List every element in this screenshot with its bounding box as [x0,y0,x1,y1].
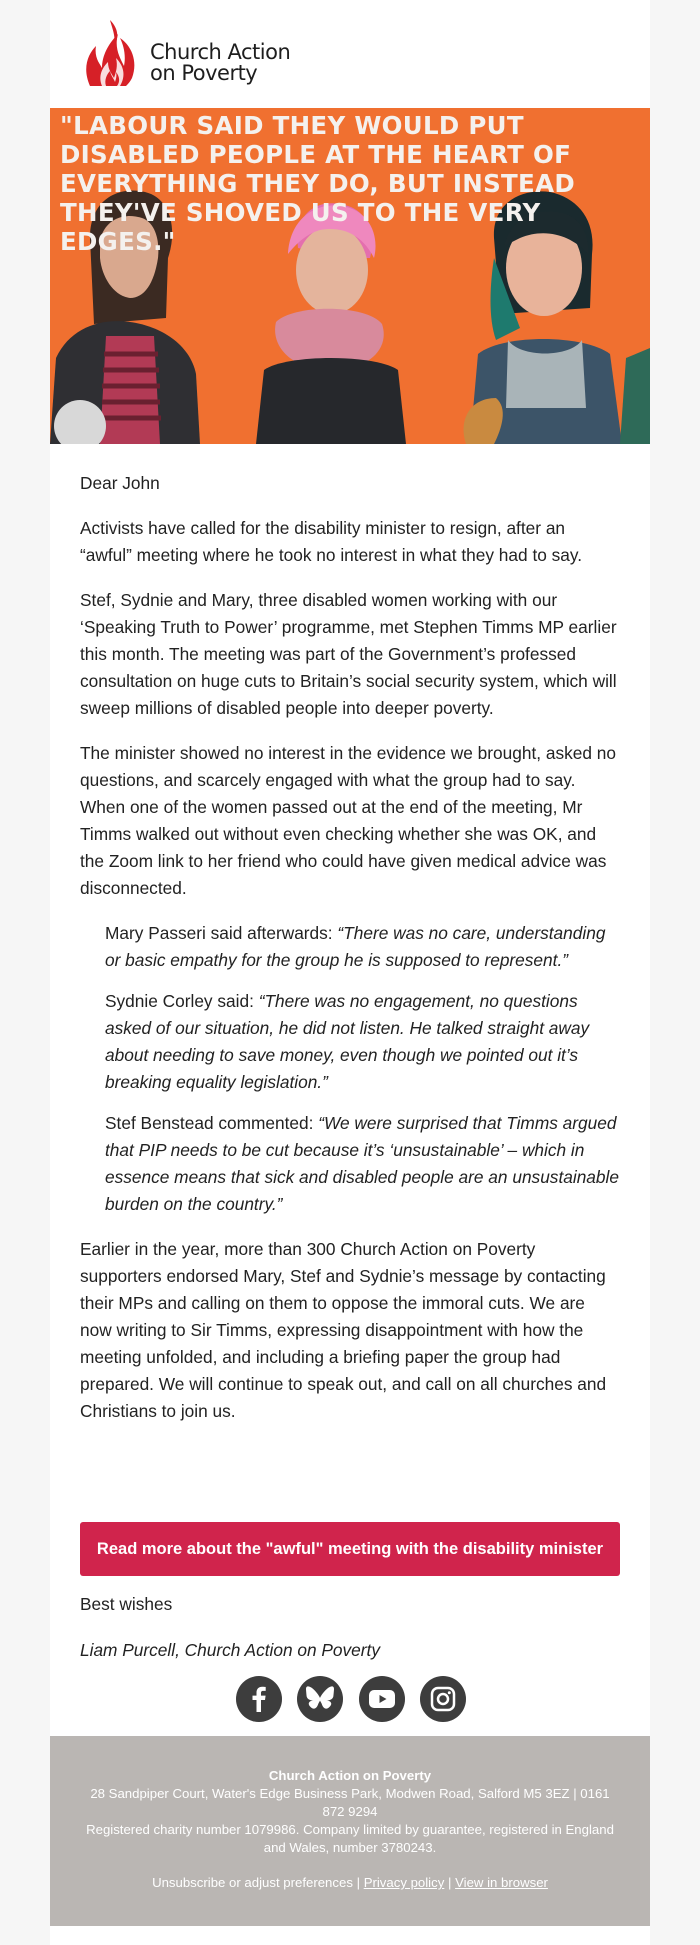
view-in-browser-link[interactable]: View in browser [455,1875,548,1890]
footer-separator: | [444,1875,456,1890]
bluesky-icon [306,1686,334,1712]
youtube-link[interactable] [359,1676,405,1722]
footer-address: 28 Sandpiper Court, Water's Edge Business Park, Modwen Road, Salford M5 3EZ | 0161 872 9294 [90,1786,610,1819]
quote-text: “We were surprised that Timms argued that PIP needs to be cut because it’s ‘unsustainable’ – which in essence means that sick and disabled people are an unsustainable burden on the country.” [105,1113,619,1214]
quote-attribution: Mary Passeri said afterwards: [105,923,338,943]
footer-links [50,1874,650,1892]
footer-charity: Registered charity number 1079986. Company limited by guarantee, registered in England and Wales, number 3780243. [86,1822,614,1855]
youtube-icon [369,1689,395,1709]
footer-separator: | [352,1875,364,1890]
footer [50,1736,650,1926]
logo-line-1: Church Action [150,40,291,64]
quote-sydnie [105,988,625,1096]
paragraph-meeting: Stef, Sydnie and Mary, three disabled women working with our ‘Speaking Truth to Power’ programme, met Stephen Timms MP earlier this month. The meeting was part of the Government’s professed consultation on huge cuts to Britain’s social security system, which will sweep millions of disabled people into deeper poverty. [80,590,617,718]
signature: Liam Purcell, Church Action on Poverty [80,1640,380,1660]
facebook-icon [248,1686,270,1712]
quote-text: “There was no engagement, no questions asked of our situation, he did not listen. He talked straight away about needing to save money, even though we pointed out it’s breaking equality legislation.” [105,991,590,1092]
quote-mary [105,920,625,974]
logo-line-2: on Poverty [150,61,258,85]
paragraph-intro: Activists have called for the disability minister to resign, after an “awful” meeting where he took no interest in what they had to say. [80,518,583,565]
social-links [236,1676,466,1724]
instagram-icon [430,1686,456,1712]
paragraph-supporters: Earlier in the year, more than 300 Church Action on Poverty supporters endorsed Mary, Stef and Sydnie’s message by contacting their MPs and calling on them to oppose the immoral cuts. We are now writing to Sir Timms, expressing disappointment with how the meeting unfolded, and including a briefing paper the group had prepared. We will continue to speak out, and call on all churches and Christians to join us. [80,1239,607,1421]
signoff: Best wishes [80,1594,173,1614]
unsubscribe-link[interactable]: Unsubscribe or adjust preferences [152,1875,353,1890]
hero-quote: "LABOUR SAID THEY WOULD PUT DISABLED PEOPLE AT THE HEART OF EVERYTHING THEY DO, BUT INSTEAD THEY'VE SHOVED US TO THE VERY EDGES." [60,111,575,256]
email-container [50,0,650,1945]
greeting: Dear John [80,473,160,493]
hero-banner[interactable] [50,108,650,444]
paragraph-minister: The minister showed no interest in the evidence we brought, asked no questions, and scarcely engaged with what the group had to say. When one of the women passed out at the end of the meeting, Mr Timms walked out without even checking whether she was OK, and the Zoom link to her friend who could have given medical advice was disconnected. [80,743,617,898]
read-more-button[interactable]: Read more about the "awful" meeting with the disability minister [80,1522,620,1576]
quote-attribution: Sydnie Corley said: [105,991,259,1011]
quote-attribution: Stef Benstead commented: [105,1113,319,1133]
instagram-link[interactable] [420,1676,466,1722]
footer-org: Church Action on Poverty [268,1768,432,1783]
facebook-link[interactable] [236,1676,282,1722]
quote-stef [105,1110,625,1218]
logo-wordmark[interactable] [150,42,290,84]
header [50,0,650,108]
privacy-policy-link[interactable]: Privacy policy [363,1875,445,1890]
bluesky-link[interactable] [297,1676,343,1722]
email-body [80,470,620,1443]
quote-text: “There was no care, understanding or basic empathy for the group he is supposed to represent.” [105,923,606,970]
flame-logo-icon [80,16,142,88]
